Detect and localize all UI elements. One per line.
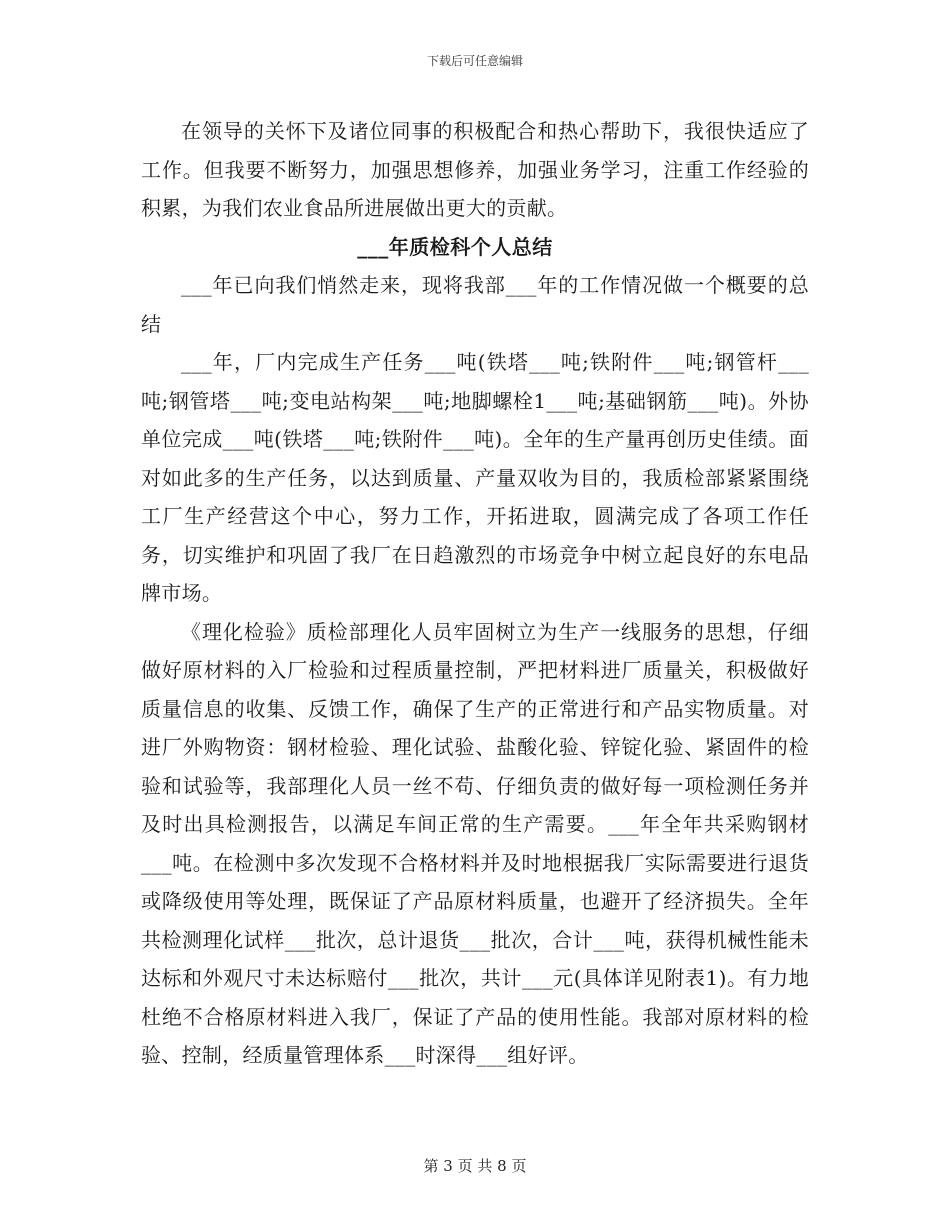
- section-title: ___年质检科个人总结: [357, 234, 553, 259]
- page-header: 下载后可任意编辑: [426, 54, 523, 68]
- document-body: [141, 112, 809, 1075]
- page-number-footer: 第 3 页 共 8 页: [423, 1157, 527, 1175]
- paragraph-production: ___年，厂内完成生产任务___吨(铁塔___吨;铁附件___吨;钢管杆___吨;钢管塔___吨;变电站构架___吨;地脚螺栓1___吨;基础钢筋___吨)。外协单位完成___吨(铁塔___吨;铁附件___吨)。全年的生产量再创历史佳绩。面对如此多的生产任务，以达到质量、产量双收为目的，我质检部紧紧围绕工厂生产经营这个中心，努力工作，开拓进取，圆满完成了各项工作任务，切实维护和巩固了我厂在日趋激烈的市场竞争中树立起良好的东电品牌市场。: [141, 350, 809, 605]
- paragraph-summary-intro: ___年已向我们悄然走来，现将我部___年的工作情况做一个概要的总结: [141, 273, 809, 336]
- intro-paragraph: 在领导的关怀下及诸位同事的积极配合和热心帮助下，我很快适应了工作。但我要不断努力，加强思想修养，加强业务学习，注重工作经验的积累，为我们农业食品所进展做出更大的贡献。: [141, 119, 809, 220]
- paragraph-physical-chemical-inspection: 《理化检验》质检部理化人员牢固树立为生产一线服务的思想，仔细做好原材料的入厂检验和过程质量控制，严把材料进厂质量关，积极做好质量信息的收集、反馈工作，确保了生产的正常进行和产品实物质量。对进厂外购物资：钢材检验、理化试验、盐酸化验、锌锭化验、紧固件的检验和试验等，我部理化人员一丝不苟、仔细负责的做好每一项检测任务并及时出具检测报告，以满足车间正常的生产需要。___年全年共采购钢材___吨。在检测中多次发现不合格材料并及时地根据我厂实际需要进行退货或降级使用等处理，既保证了产品原材料质量，也避开了经济损失。全年共检测理化试样___批次，总计退货___批次，合计___吨，获得机械性能未达标和外观尺寸未达标赔付___批次，共计___元(具体详见附表1)。有力地杜绝不合格原材料进入我厂，保证了产品的使用性能。我部对原材料的检验、控制，经质量管理体系___时深得___组好评。: [141, 619, 809, 1067]
